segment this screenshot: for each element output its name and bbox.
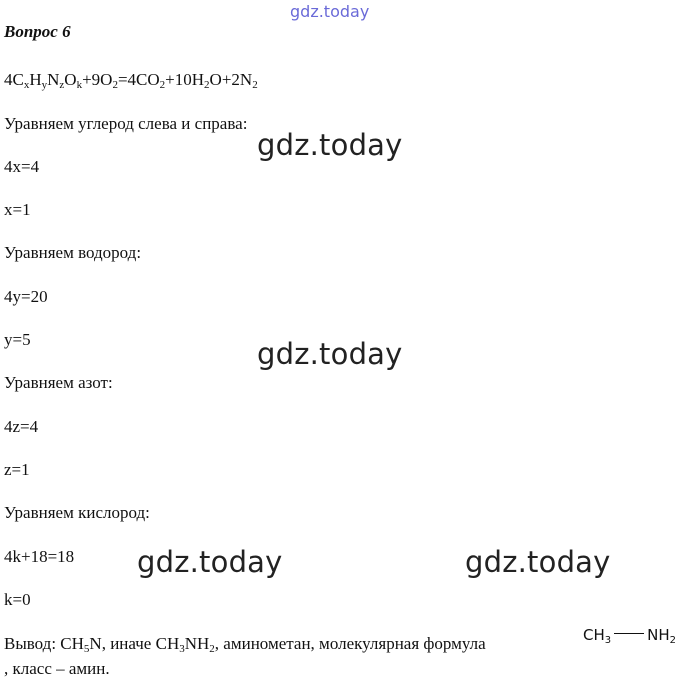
watermark-3: gdz.today — [137, 545, 283, 579]
struct-right: NH — [647, 626, 670, 644]
eq-co2-sub: 2 — [159, 79, 166, 91]
eq-h2o: +10H — [165, 70, 205, 89]
hydrogen-equation: 4y=20 — [4, 287, 48, 306]
nitrogen-result: z=1 — [4, 460, 30, 479]
eq-h2o-o: O — [209, 70, 222, 89]
hydrogen-result: y=5 — [4, 330, 31, 349]
conclusion-b: N, иначе CH — [89, 634, 180, 653]
eq-z: z — [59, 79, 65, 91]
eq-o2: +9O — [82, 70, 113, 89]
eq-n2-sub: 2 — [252, 79, 258, 91]
single-bond-icon — [614, 633, 644, 634]
conclusion-a-sub: 5 — [83, 643, 90, 655]
struct-left: CH — [583, 626, 605, 644]
watermark-2: gdz.today — [257, 337, 403, 371]
conclusion-b-sub: 3 — [179, 643, 185, 655]
combustion-equation — [4, 70, 258, 90]
oxygen-equation: 4k+18=18 — [4, 547, 75, 566]
eq-co2: =4CO — [117, 70, 160, 89]
hydrogen-label: Уравняем водород: — [4, 243, 142, 262]
eq-h: H — [29, 70, 42, 89]
carbon-result: x=1 — [4, 200, 31, 219]
conclusion-c: NH — [184, 634, 210, 653]
conclusion-d: , аминометан, молекулярная формула — [214, 634, 486, 653]
eq-k: k — [76, 79, 83, 91]
oxygen-result: k=0 — [4, 590, 31, 609]
eq-c: 4C — [4, 70, 24, 89]
eq-o: O — [64, 70, 77, 89]
methylamine-structure — [583, 626, 676, 644]
watermark-4: gdz.today — [465, 545, 611, 579]
nitrogen-label: Уравняем азот: — [4, 373, 113, 392]
nitrogen-equation: 4z=4 — [4, 417, 39, 436]
question-title: Вопрос 6 — [4, 22, 71, 41]
eq-x: x — [23, 79, 30, 91]
oxygen-label: Уравняем кислород: — [4, 503, 150, 522]
eq-n: N — [47, 70, 60, 89]
eq-h2o-sub: 2 — [204, 79, 210, 91]
eq-y: y — [41, 79, 48, 91]
watermark-1: gdz.today — [257, 128, 403, 162]
conclusion-line-2: , класс – амин. — [4, 659, 110, 678]
conclusion-c-sub: 2 — [209, 643, 215, 655]
watermark-top: gdz.today — [290, 2, 370, 21]
carbon-label: Уравняем углерод слева и справа: — [4, 114, 248, 133]
carbon-equation: 4x=4 — [4, 157, 40, 176]
conclusion-line-1 — [4, 634, 486, 654]
eq-n2: +2N — [221, 70, 253, 89]
eq-o2-sub: 2 — [112, 79, 118, 91]
struct-left-sub: 3 — [604, 635, 612, 646]
conclusion-a: Вывод: CH — [4, 634, 84, 653]
struct-right-sub: 2 — [669, 635, 676, 646]
